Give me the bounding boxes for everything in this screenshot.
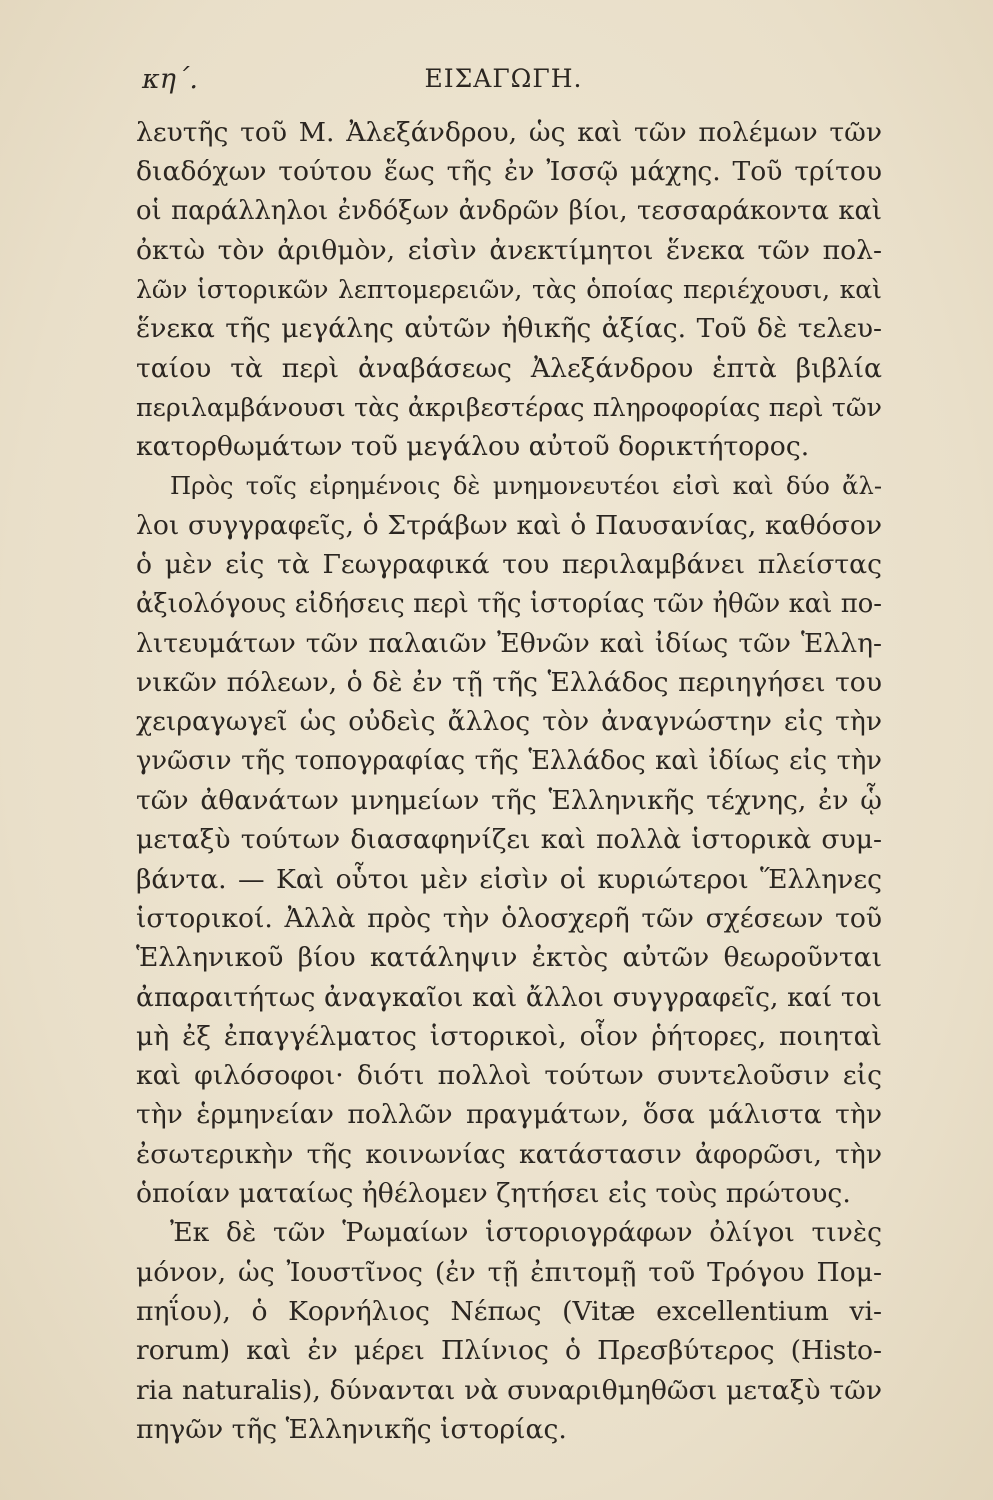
text-line: καὶ φιλόσοφοι· διότι πολλοὶ τούτων συντελοῦσιν εἰς xyxy=(136,1060,882,1092)
text-line: μόνον, ὡς Ἰουστῖνος (ἐν τῇ ἐπιτομῇ τοῦ Τρόγου Πομ- xyxy=(136,1256,882,1288)
text-line: βάντα. — Καὶ οὗτοι μὲν εἰσὶν οἱ κυριώτεροι Ἕλληνες xyxy=(136,863,882,895)
text-line: κατορθωμάτων τοῦ μεγάλου αὐτοῦ δορικτήτορος. xyxy=(136,431,810,463)
text-line: πηγῶν τῆς Ἑλληνικῆς ἱστορίας. xyxy=(136,1413,567,1445)
text-line: περιλαμβάνουσι τὰς ἀκριβεστέρας πληροφορίας περὶ τῶν xyxy=(136,392,882,423)
text-line: Πρὸς τοῖς εἰρημένοις δὲ μνημονευτέοι εἰσὶ καὶ δύο ἄλ- xyxy=(170,471,882,500)
text-line: πηΐου), ὁ Κορνήλιος Νέπως (Vitæ excellentium vi- xyxy=(136,1295,882,1327)
text-line: μὴ ἐξ ἐπαγγέλματος ἱστορικοὶ, οἷον ῥήτορες, ποιηταὶ xyxy=(136,1020,882,1052)
text-line: ταίου τὰ περὶ ἀναβάσεως Ἀλεξάνδρου ἑπτὰ βιβλία xyxy=(136,352,882,384)
text-line: τῶν ἀθανάτων μνημείων τῆς Ἑλληνικῆς τέχνης, ἐν ᾧ xyxy=(136,785,882,817)
text-line: μεταξὺ τούτων διασαφηνίζει καὶ πολλὰ ἱστορικὰ συμ- xyxy=(136,824,882,856)
text-line: ἀξιολόγους εἰδήσεις περὶ τῆς ἱστορίας τῶν ἠθῶν καὶ πο- xyxy=(136,588,882,619)
page-number: κη΄. xyxy=(142,64,198,95)
text-line: λιτευμάτων τῶν παλαιῶν Ἐθνῶν καὶ ἰδίως τῶν Ἑλλη- xyxy=(136,627,882,659)
text-line: ria naturalis), δύνανται νὰ συναριθμηθῶσι μεταξὺ τῶν xyxy=(136,1374,882,1406)
text-line: Ἑλληνικοῦ βίου κατάληψιν ἐκτὸς αὐτῶν θεωροῦνται xyxy=(136,942,882,974)
text-line: rorum) καὶ ἐν μέρει Πλίνιος ὁ Πρεσβύτερος (Histo- xyxy=(136,1335,882,1367)
page-header xyxy=(142,58,865,102)
text-line: ἕνεκα τῆς μεγάλης αὐτῶν ἠθικῆς ἀξίας. Τοῦ δὲ τελευ- xyxy=(136,313,882,345)
text-line: λοι συγγραφεῖς, ὁ Στράβων καὶ ὁ Παυσανίας, καθόσον xyxy=(136,509,882,541)
text-line: ὀκτὼ τὸν ἀριθμὸν, εἰσὶν ἀνεκτίμητοι ἕνεκα τῶν πολ- xyxy=(136,234,882,266)
text-line: τὴν ἑρμηνείαν πολλῶν πραγμάτων, ὅσα μάλιστα τὴν xyxy=(136,1099,882,1131)
text-line: χειραγωγεῖ ὡς οὐδεὶς ἄλλος τὸν ἀναγνώστην εἰς τὴν xyxy=(136,706,882,738)
text-line: ἱστορικοί. Ἀλλὰ πρὸς τὴν ὁλοσχερῆ τῶν σχέσεων τοῦ xyxy=(136,902,882,934)
text-line: Ἐκ δὲ τῶν Ῥωμαίων ἱστοριογράφων ὀλίγοι τινὲς xyxy=(170,1217,882,1249)
body-text xyxy=(136,113,882,1449)
text-line: οἱ παράλληλοι ἐνδόξων ἀνδρῶν βίοι, τεσσαράκοντα καὶ xyxy=(136,195,882,226)
text-line: λευτῆς τοῦ Μ. Ἀλεξάνδρου, ὡς καὶ τῶν πολέμων τῶν xyxy=(136,117,882,148)
text-line: λῶν ἱστορικῶν λεπτομερειῶν, τὰς ὁποίας περιέχουσι, καὶ xyxy=(136,275,882,305)
text-line: διαδόχων τούτου ἕως τῆς ἐν Ἰσσῷ μάχης. Τοῦ τρίτου xyxy=(136,156,882,188)
text-line: ὁ μὲν εἰς τὰ Γεωγραφικά του περιλαμβάνει πλείστας xyxy=(136,549,882,581)
text-line: γνῶσιν τῆς τοπογραφίας τῆς Ἑλλάδος καὶ ἰδίως εἰς τὴν xyxy=(136,745,882,776)
text-line: ἐσωτερικὴν τῆς κοινωνίας κατάστασιν ἀφορῶσι, τὴν xyxy=(136,1138,882,1170)
text-line: νικῶν πόλεων, ὁ δὲ ἐν τῇ τῆς Ἑλλάδος περιηγήσει του xyxy=(136,667,882,699)
running-head: ΕΙΣΑΓΩΓΗ. xyxy=(424,64,583,93)
text-line: ὁποίαν ματαίως ἠθέλομεν ζητήσει εἰς τοὺς πρώτους. xyxy=(136,1178,851,1210)
text-line: ἀπαραιτήτως ἀναγκαῖοι καὶ ἄλλοι συγγραφεῖς, καί τοι xyxy=(136,981,882,1013)
